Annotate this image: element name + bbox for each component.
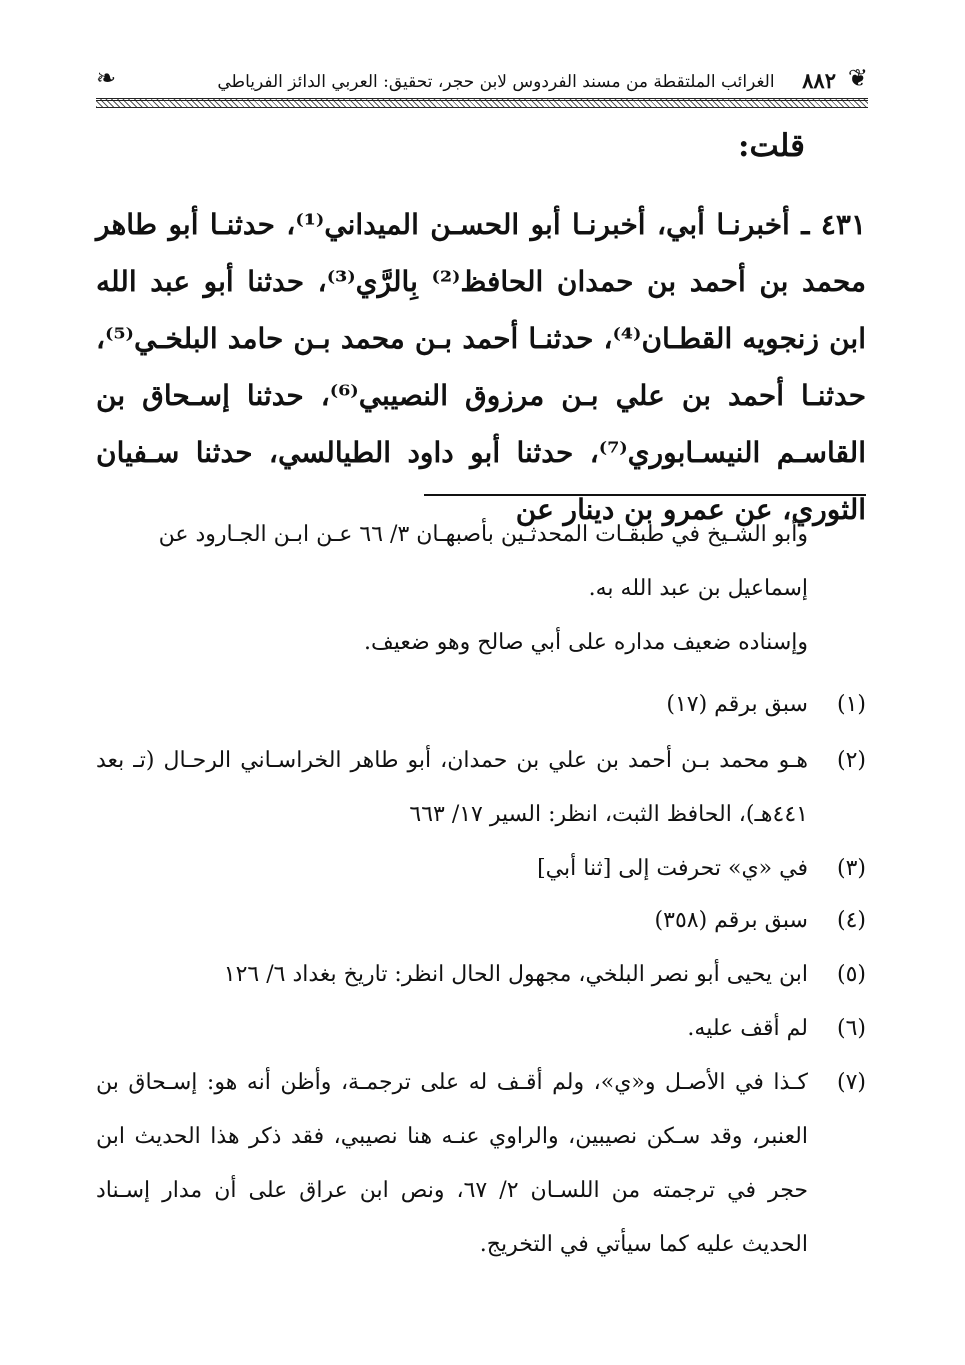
page-header — [96, 60, 868, 104]
continuation-line: إسماعيل بن عبد الله به. — [588, 576, 808, 601]
footnote-text: كـذا في الأصـل و«ي»، ولم أقـف له على ترجمـة، وأظن أنه هو: إسـحاق بن العنبر، وقد سـكن نصيبين، والراوي عنـه هنا نصيبي، فقد ذكر هذا الحديث ابن حجر في ترجمته من اللسـان ٢/ ٦٧، ونص ابن عراق على أن مدار إسـناد الحديث عليه كما سيأتي في التخريج. — [96, 1070, 808, 1257]
footnote-item — [96, 1002, 866, 1056]
footnote-item — [96, 678, 866, 732]
header-rule — [96, 98, 868, 108]
footnote-number: (٦) — [836, 1016, 866, 1041]
running-title: الغرائب الملتقطة من مسند الفردوس لابن حجر، تحقيق: العربي الدائز الفرياطي — [217, 72, 775, 92]
footnote-text: لم أقف عليه. — [687, 1016, 808, 1041]
hadith-text: ٤٣١ ـ أخبرنـا أبي، أخبرنـا أبو الحسـن الميداني⁽¹⁾، حدثنـا أبو طاهر محمد بن أحمد بن حمدان الحافظ⁽²⁾ بِالرَّي⁽³⁾، حدثنا أبو عبد الله ابن زنجويه القطـان⁽⁴⁾، حدثنـا أحمد بـن محمد بـن حامد البلخـي⁽⁵⁾، حدثنـا أحمد بن علي بـن مرزوق النصيبي⁽⁶⁾، حدثنا إسـحاق بن القاسـم النيسـابوري⁽⁷⁾، حدثنا أبو داود الطيالسي، حدثنا سـفيان الثوري، عن عمرو بن دينار عن — [96, 208, 867, 526]
footnote-number: (٥) — [836, 962, 866, 987]
footnote-item — [96, 734, 866, 842]
footnote-text: هـو محمد بـن أحمد بن علي بن حمدان، أبو طاهر الخراسـاني الرحـال (تـ بعد ٤٤١هـ)، الحافظ الثبت، انظر: السير ١٧/ ٦٦٣ — [96, 748, 808, 827]
footnote-text: في «ي» تحرفت إلى [ثنا أبي] — [537, 856, 808, 881]
footnote-text: سبق برقم (٣٥٨) — [654, 908, 808, 933]
footnote-text: ابن يحيى أبو نصر البلخي، مجهول الحال انظر: تاريخ بغداد ٦/ ١٢٦ — [223, 962, 808, 987]
footnote-item — [96, 842, 866, 896]
continuation-line: وأبو الشـيخ في طبقـات المحدثـين بأصبهـان ٣/ ٦٦ عـن ابـن الجـارود عن — [158, 522, 808, 547]
header-ornament-right-icon: ❦ — [847, 64, 868, 92]
footnote-number: (٧) — [836, 1070, 866, 1095]
footnote-number: (٢) — [836, 748, 866, 773]
footnote-item — [96, 894, 866, 948]
footnote-item — [96, 1056, 866, 1272]
footnote-continuation — [96, 508, 866, 670]
continuation-line: وإسناده ضعيف مداره على أبي صالح وهو ضعيف. — [364, 630, 808, 655]
header-ornament-left-icon: ❧ — [96, 64, 117, 92]
section-heading: قلت: — [738, 128, 805, 164]
page-number: ٨٨٢ — [802, 68, 836, 93]
footnote-number: (٣) — [836, 856, 866, 881]
footnote-text: سبق برقم (١٧) — [666, 692, 808, 717]
footnote-separator — [424, 494, 866, 496]
footnote-number: (٤) — [836, 908, 866, 933]
footnote-item — [96, 948, 866, 1002]
footnote-number: (١) — [836, 692, 866, 717]
